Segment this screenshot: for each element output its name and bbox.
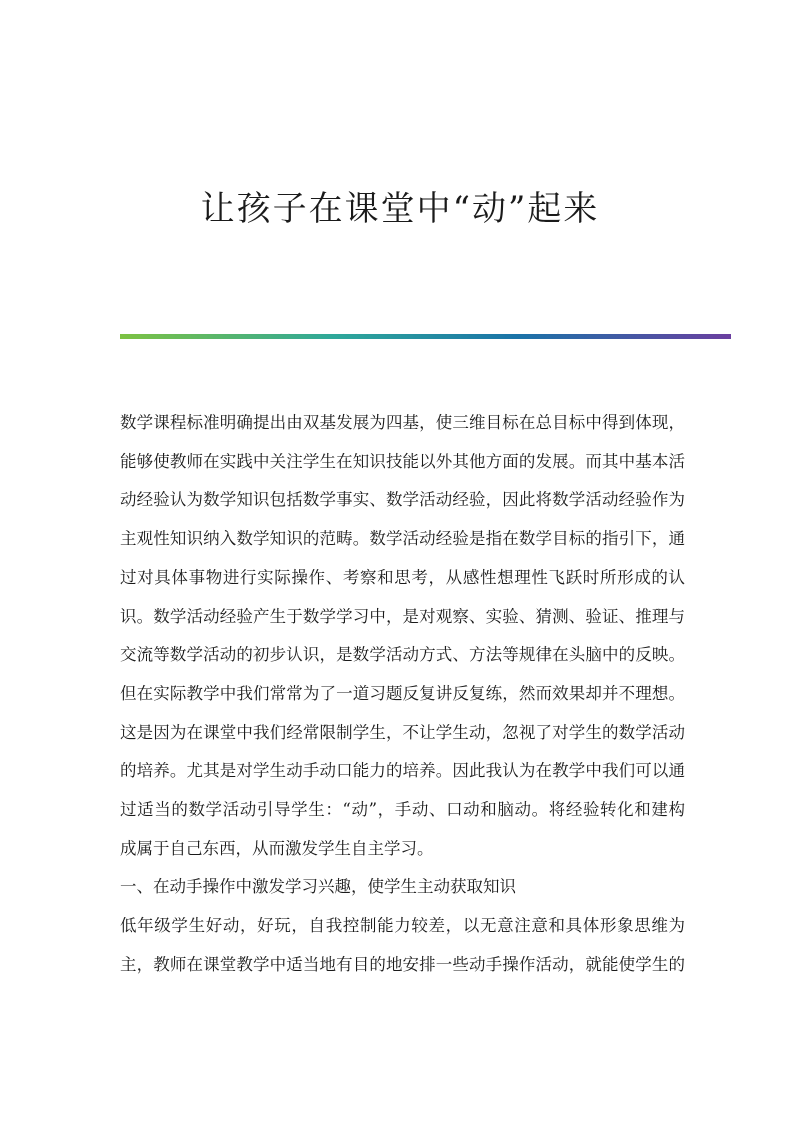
body-line: 的培养。尤其是对学生动手动口能力的培养。因此我认为在教学中我们可以通 [120,761,685,781]
body-line: 但在实际教学中我们常常为了一道习题反复讲反复练，然而效果却并不理想。 [120,683,685,703]
title-divider [120,334,731,339]
section-heading: 一、在动手操作中激发学习兴趣，使学生主动获取知识 [120,877,516,897]
body-line: 这是因为在课堂中我们经常限制学生，不让学生动，忽视了对学生的数学活动 [120,722,685,742]
document-title: 让孩子在课堂中“动”起来 [200,189,600,229]
body-line: 主，教师在课堂教学中适当地有目的地安排一些动手操作活动，就能使学生的 [120,954,685,974]
body-line: 识。数学活动经验产生于数学学习中，是对观察、实验、猜测、验证、推理与 [120,606,685,626]
body-line: 低年级学生好动，好玩，自我控制能力较差，以无意注意和具体形象思维为 [120,916,685,936]
body-line: 过适当的数学活动引导学生：“动”，手动、口动和脑动。将经验转化和建构 [120,800,685,820]
document-body [120,404,685,985]
body-line: 数学课程标准明确提出由双基发展为四基，使三维目标在总目标中得到体现， [120,413,685,432]
body-line: 动经验认为数学知识包括数学事实、数学活动经验，因此将数学活动经验作为 [120,490,685,510]
body-line: 交流等数学活动的初步认识，是数学活动方式、方法等规律在头脑中的反映。 [120,645,685,665]
body-line: 成属于自己东西，从而激发学生自主学习。 [120,838,434,858]
body-line: 能够使教师在实践中关注学生在知识技能以外其他方面的发展。而其中基本活 [120,451,685,471]
body-line: 主观性知识纳入数学知识的范畴。数学活动经验是指在数学目标的指引下，通 [120,529,685,549]
body-line: 过对具体事物进行实际操作、考察和思考，从感性想理性飞跃时所形成的认 [120,567,685,587]
